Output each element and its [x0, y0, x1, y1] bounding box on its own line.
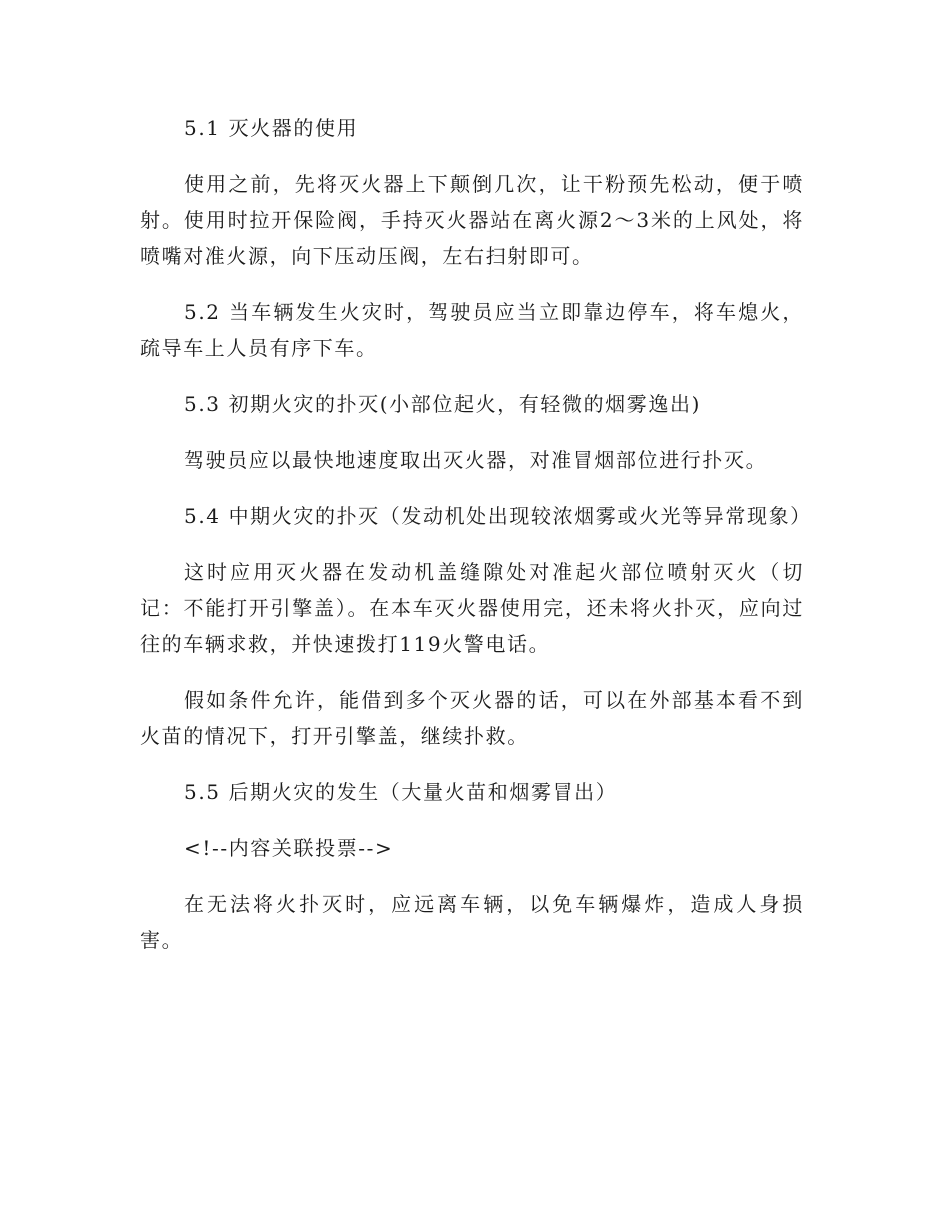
html-comment-text: <!--内容关联投票--> — [184, 836, 394, 860]
paragraph-initial-fire: 驾驶员应以最快地速度取出灭火器，对准冒烟部位进行扑灭。 — [184, 448, 768, 472]
paragraph-late-fire: 在无法将火扑灭时，应远离车辆，以免车辆爆炸，造成人身损害。 — [140, 892, 804, 952]
paragraph-mid-fire: 这时应用灭火器在发动机盖缝隙处对准起火部位喷射灭火（切记：不能打开引擎盖）。在本车灭火器使用完，还未将火扑灭，应向过往的车辆求救，并快速拨打119火警电话。 — [140, 560, 804, 656]
paragraph-extinguisher-usage: 使用之前，先将灭火器上下颠倒几次，让干粉预先松动，便于喷射。使用时拉开保险阀，手持灭火器站在离火源2～3米的上风处，将喷嘴对准火源，向下压动压阀，左右扫射即可。 — [140, 172, 804, 268]
document-body — [140, 110, 812, 978]
paragraph-multiple-extinguishers: 假如条件允许，能借到多个灭火器的话，可以在外部基本看不到火苗的情况下，打开引擎盖，继续扑救。 — [140, 688, 804, 748]
section-heading-5-3: 5.3 初期火灾的扑灭(小部位起火，有轻微的烟雾逸出) — [184, 392, 701, 416]
section-heading-5-5: 5.5 后期火灾的发生（大量火苗和烟雾冒出） — [184, 780, 618, 804]
section-5-2-paragraph: 5.2 当车辆发生火灾时，驾驶员应当立即靠边停车，将车熄火，疏导车上人员有序下车。 — [140, 300, 804, 360]
section-heading-5-1: 5.1 灭火器的使用 — [184, 116, 359, 140]
section-heading-5-4: 5.4 中期火灾的扑灭（发动机处出现较浓烟雾或火光等异常现象） — [184, 504, 812, 528]
